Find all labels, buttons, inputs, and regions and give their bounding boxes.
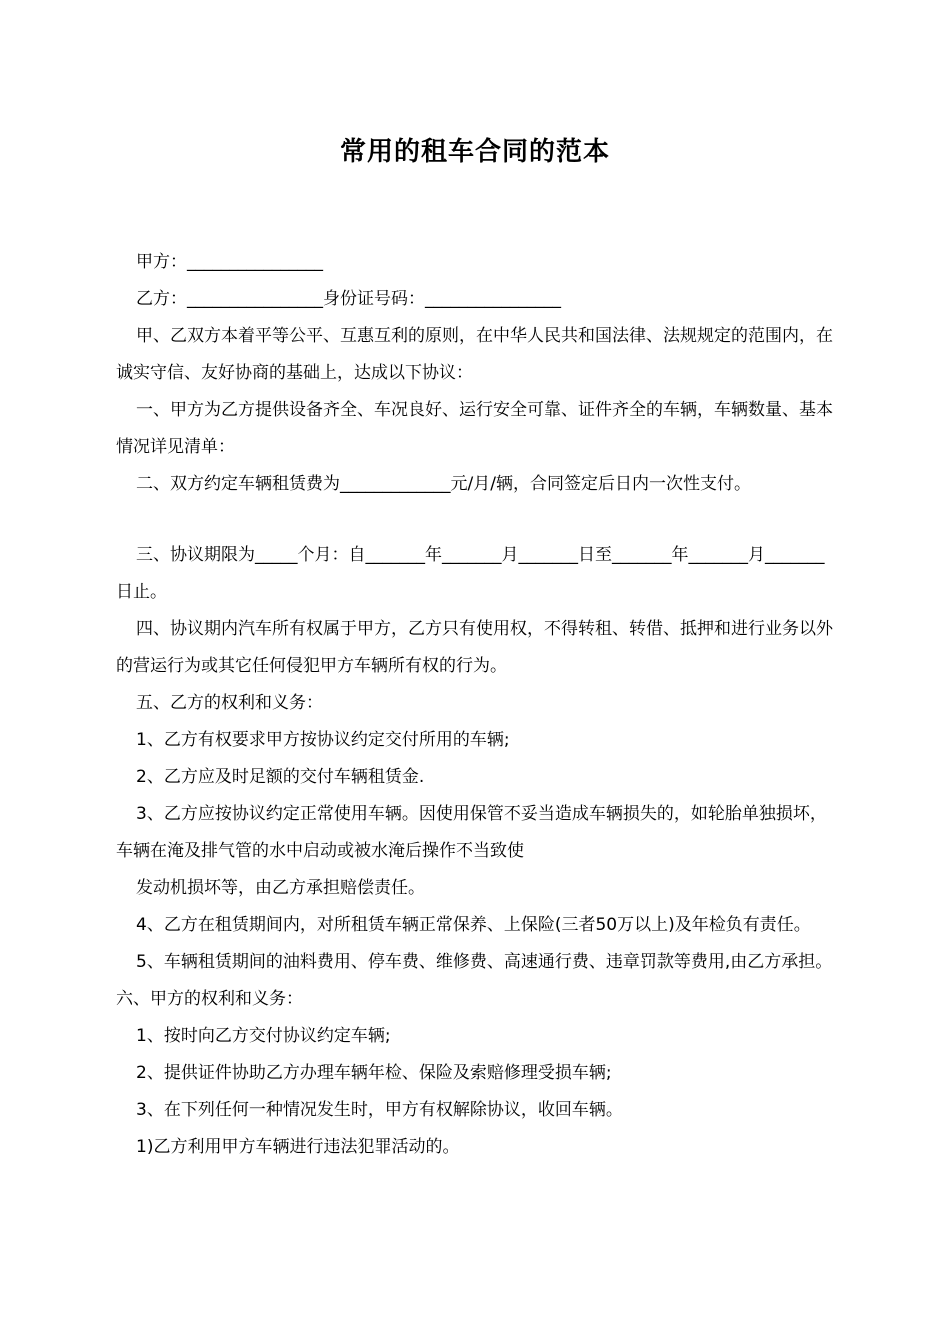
clause-5-item-4: 4、乙方在租赁期间内，对所租赁车辆正常保养、上保险(三者50万以上)及年检负有责任。 [136,915,811,935]
clause-5-heading: 五、乙方的权利和义务： [136,693,323,713]
party-b-line: 乙方：________________身份证号码：________________ [136,289,561,309]
clause-5-item-2: 2、乙方应及时足额的交付车辆租赁金. [136,767,425,787]
clause-6-item-3: 3、在下列任何一种情况发生时，甲方有权解除协议，收回车辆。 [136,1100,623,1120]
party-a-line: 甲方：________________ [136,252,323,272]
clause-6-item-1: 1、按时向乙方交付协议约定车辆; [136,1026,391,1046]
clause-5-item-5: 5、车辆租赁期间的油料费用、停车费、维修费、高速通行费、违章罚款等费用,由乙方承担。六、甲方的权利和义务： [116,952,833,1009]
clause-5-item-3: 3、乙方应按协议约定正常使用车辆。因使用保管不妥当造成车辆损失的，如轮胎单独损坏，车辆在淹及排气管的水中启动或被水淹后操作不当致使 [116,804,827,861]
clause-6-item-3-sub-1: 1)乙方利用甲方车辆进行违法犯罪活动的。 [136,1137,460,1157]
clause-5-item-3-continued: 发动机损坏等，由乙方承担赔偿责任。 [136,878,425,898]
paragraph-gap [116,503,836,537]
clause-3: 三、协议期限为_____个月：自_______年_______月_______日至_______年_______月_______日止。 [116,545,825,602]
clause-5-item-1: 1、乙方有权要求甲方按协议约定交付所用的车辆; [136,730,510,750]
clause-6-item-2: 2、提供证件协助乙方办理车辆年检、保险及索赔修理受损车辆; [136,1063,612,1083]
preamble-paragraph: 甲、乙双方本着平等公平、互惠互利的原则，在中华人民共和国法律、法规规定的范围内，在诚实守信、友好协商的基础上，达成以下协议： [116,326,833,383]
clause-4: 四、协议期内汽车所有权属于甲方，乙方只有使用权，不得转租、转借、抵押和进行业务以外的营运行为或其它任何侵犯甲方车辆所有权的行为。 [116,619,833,676]
document-body [116,244,836,1166]
clause-1: 一、甲方为乙方提供设备齐全、车况良好、运行安全可靠、证件齐全的车辆，车辆数量、基本情况详见清单： [116,400,833,457]
clause-2: 二、双方约定车辆租赁费为_____________元/月/辆，合同签定后日内一次性支付。 [136,474,751,494]
document-title: 常用的租车合同的范本 [339,137,610,167]
